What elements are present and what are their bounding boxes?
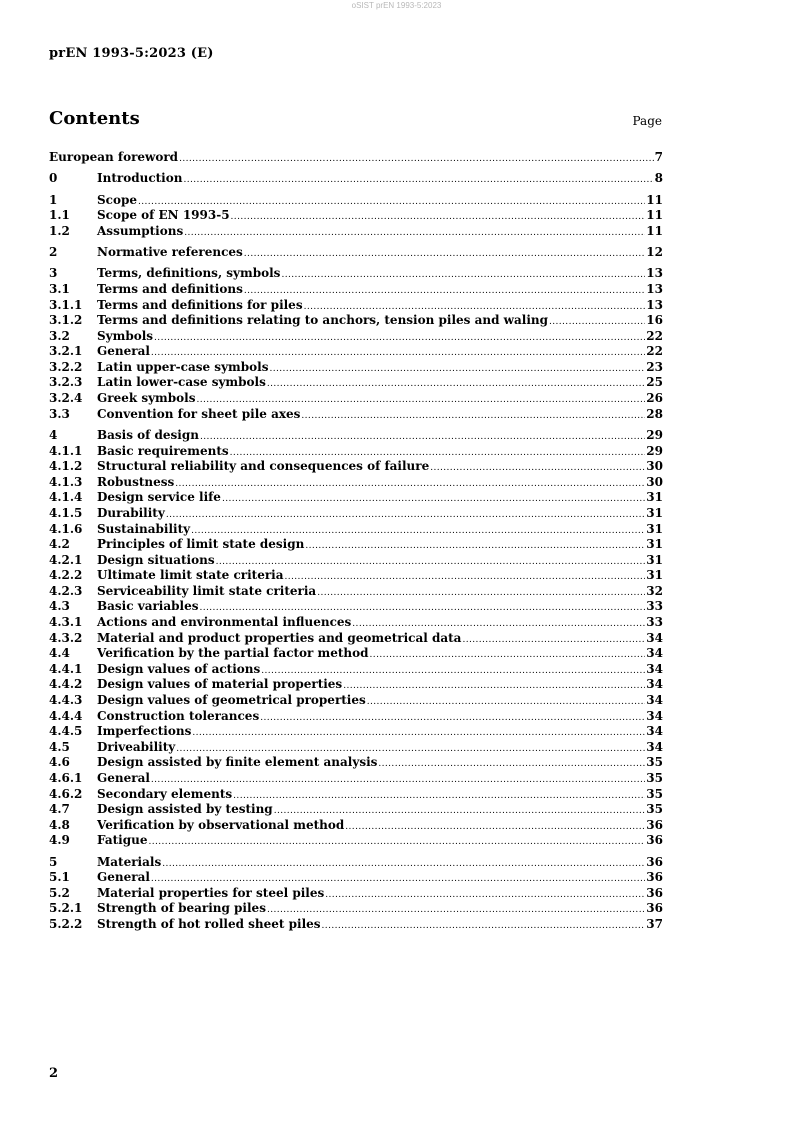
toc-leader-dots xyxy=(325,888,645,902)
toc-entry[interactable] xyxy=(49,901,663,917)
toc-leader-dots xyxy=(367,695,646,709)
toc-entry-title: General xyxy=(97,344,150,359)
toc-leader-dots xyxy=(281,268,645,282)
toc-entry[interactable] xyxy=(49,313,663,329)
toc-entry[interactable] xyxy=(49,646,663,662)
toc-entry-number: 4.1.3 xyxy=(49,474,83,489)
toc-entry-title: Design values of actions xyxy=(97,661,261,676)
toc-entry-title: Convention for sheet pile axes xyxy=(97,406,301,421)
toc-entry[interactable] xyxy=(49,360,663,376)
toc-entry-page: 13 xyxy=(646,297,663,312)
toc-entry-number: 1.2 xyxy=(49,223,70,238)
toc-leader-dots xyxy=(261,664,645,678)
toc-entry-page: 33 xyxy=(646,599,663,614)
toc-entry-title: Sustainability xyxy=(97,521,191,536)
toc-entry[interactable] xyxy=(49,802,663,818)
toc-leader-dots xyxy=(462,633,645,647)
toc-leader-dots xyxy=(200,430,645,444)
toc-entry-page: 34 xyxy=(646,630,663,645)
toc-entry[interactable] xyxy=(49,677,663,693)
toc-entry-number: 4.1.2 xyxy=(49,459,83,474)
toc-entry-number: 4.6 xyxy=(49,755,70,770)
toc-entry[interactable] xyxy=(49,444,663,460)
toc-entry-title: Introduction xyxy=(97,171,183,186)
toc-entry-page: 13 xyxy=(646,266,663,281)
toc-entry-title: Design values of geometrical properties xyxy=(97,693,366,708)
toc-entry[interactable] xyxy=(49,855,663,871)
toc-entry-title: Principles of limit state design xyxy=(97,537,305,552)
toc-entry-page: 25 xyxy=(646,375,663,390)
toc-leader-dots xyxy=(549,315,645,329)
toc-entry[interactable] xyxy=(49,245,663,261)
toc-leader-dots xyxy=(430,461,645,475)
toc-entry-number: 3.2.4 xyxy=(49,391,83,406)
toc-leader-dots xyxy=(192,726,645,740)
toc-entry-title: Construction tolerances xyxy=(97,708,260,723)
page-column-label: Page xyxy=(632,114,662,128)
toc-entry-page: 11 xyxy=(646,223,663,238)
toc-leader-dots xyxy=(244,247,646,261)
toc-leader-dots xyxy=(184,226,645,240)
toc-entry[interactable] xyxy=(49,171,663,187)
toc-entry-number: 4.2.2 xyxy=(49,568,83,583)
toc-entry[interactable] xyxy=(49,917,663,933)
toc-entry-title: Verification by the partial factor method xyxy=(97,646,369,661)
toc-entry[interactable] xyxy=(49,886,663,902)
toc-leader-dots xyxy=(176,742,645,756)
toc-entry-number: 4.7 xyxy=(49,802,70,817)
toc-leader-dots xyxy=(343,679,645,693)
toc-entry-page: 22 xyxy=(646,328,663,343)
toc-entry-title: Durability xyxy=(97,505,165,520)
toc-entry[interactable] xyxy=(49,568,663,584)
toc-entry-page: 31 xyxy=(646,505,663,520)
toc-entry-number: 0 xyxy=(49,171,58,186)
toc-leader-dots xyxy=(138,195,645,209)
toc-entry[interactable] xyxy=(49,522,663,538)
toc-entry[interactable] xyxy=(49,375,663,391)
toc-entry-number: 4.9 xyxy=(49,833,70,848)
document-id: prEN 1993-5:2023 (E) xyxy=(49,46,214,61)
toc-entry-title: Latin lower-case symbols xyxy=(97,375,266,390)
toc-entry-number: 4.4.1 xyxy=(49,661,83,676)
toc-entry-number: 4.2 xyxy=(49,537,70,552)
toc-leader-dots xyxy=(345,820,645,834)
toc-entry-title: Material properties for steel piles xyxy=(97,885,325,900)
toc-entry-number: 1.1 xyxy=(49,208,70,223)
toc-leader-dots xyxy=(378,757,645,771)
toc-entry-number: 4.3.2 xyxy=(49,630,83,645)
toc-entry-page: 29 xyxy=(646,427,663,442)
toc-entry-page: 35 xyxy=(646,755,663,770)
toc-entry-number: 4.2.1 xyxy=(49,552,83,567)
toc-entry-title: Strength of hot rolled sheet piles xyxy=(97,917,321,932)
toc-entry[interactable] xyxy=(49,475,663,491)
toc-entry-page: 33 xyxy=(646,615,663,630)
toc-entry-page: 34 xyxy=(646,646,663,661)
toc-entry[interactable] xyxy=(49,615,663,631)
toc-entry-page: 13 xyxy=(646,281,663,296)
toc-entry[interactable] xyxy=(49,537,663,553)
toc-entry-title: Terms, definitions, symbols xyxy=(97,266,281,281)
toc-entry[interactable] xyxy=(49,631,663,647)
toc-entry-page: 11 xyxy=(646,208,663,223)
toc-entry-number: 4.4.2 xyxy=(49,677,83,692)
toc-entry[interactable] xyxy=(49,553,663,569)
toc-entry[interactable] xyxy=(49,662,663,678)
toc-leader-dots xyxy=(231,210,646,224)
toc-entry-title: Material and product properties and geometrical data xyxy=(97,630,462,645)
toc-entry-number: 4.4.4 xyxy=(49,708,83,723)
toc-entry-title: General xyxy=(97,771,150,785)
toc-entry[interactable] xyxy=(49,344,663,360)
toc-entry-number: 3.1.1 xyxy=(49,297,83,312)
toc-entry-page: 23 xyxy=(646,359,663,374)
toc-entry-number: 5.1 xyxy=(49,870,70,885)
toc-entry-number: 3.1 xyxy=(49,281,70,296)
toc-entry[interactable] xyxy=(49,282,663,298)
toc-entry-page: 31 xyxy=(646,568,663,583)
toc-entry-number: 2 xyxy=(49,245,58,260)
toc-entry-number: 4.1.4 xyxy=(49,490,83,505)
toc-entry-title: Driveability xyxy=(97,739,176,754)
toc-entry-page: 7 xyxy=(654,150,663,164)
toc-entry-page: 22 xyxy=(646,344,663,359)
toc-entry-title: Robustness xyxy=(97,474,175,489)
toc-entry[interactable] xyxy=(49,298,663,314)
toc-entry[interactable] xyxy=(49,391,663,407)
toc-entry-title: Design assisted by finite element analysis xyxy=(97,755,378,770)
toc-leader-dots xyxy=(196,393,645,407)
toc-entry-title: Terms and definitions relating to anchors, tension piles and waling xyxy=(97,313,548,328)
toc-leader-dots xyxy=(222,492,645,506)
toc-leader-dots xyxy=(301,409,645,423)
toc-leader-dots xyxy=(260,711,645,725)
toc-entry-number: 4.3.1 xyxy=(49,615,83,630)
toc-leader-dots xyxy=(322,919,646,933)
toc-entry-page: 34 xyxy=(646,708,663,723)
toc-entry-number: 4.6.2 xyxy=(49,786,83,801)
toc-entry-page: 30 xyxy=(646,459,663,474)
toc-entry-title: Greek symbols xyxy=(97,391,196,406)
toc-entry-page: 31 xyxy=(646,552,663,567)
toc-entry-number: 4.4 xyxy=(49,646,70,661)
toc-entry-title: European foreword xyxy=(49,150,179,164)
toc-entry-title: Design service life xyxy=(97,490,221,505)
toc-entry-number: 3.1.2 xyxy=(49,313,83,328)
toc-entry-page: 26 xyxy=(646,391,663,406)
toc-entry-number: 3 xyxy=(49,266,58,281)
toc-entry[interactable] xyxy=(49,329,663,345)
toc-leader-dots xyxy=(233,789,645,803)
toc-entry-page: 28 xyxy=(646,406,663,421)
toc-entry[interactable] xyxy=(49,771,663,787)
toc-entry-title: Scope of EN 1993-5 xyxy=(97,208,230,223)
toc-entry-number: 5.2 xyxy=(49,885,70,900)
toc-entry[interactable] xyxy=(49,224,663,240)
toc-entry-title: Basic variables xyxy=(97,599,199,614)
toc-entry-title: Actions and environmental influences xyxy=(97,615,352,630)
toc-entry-page: 34 xyxy=(646,677,663,692)
toc-leader-dots xyxy=(267,377,645,391)
toc-entry-number: 3.2.3 xyxy=(49,375,83,390)
toc-entry-page: 34 xyxy=(646,724,663,739)
toc-leader-dots xyxy=(269,362,645,376)
toc-entry-title: Scope xyxy=(97,192,138,207)
toc-leader-dots xyxy=(199,601,645,615)
contents-heading: Contents xyxy=(49,108,140,129)
toc-entry-number: 3.2.1 xyxy=(49,344,83,359)
toc-entry[interactable] xyxy=(49,709,663,725)
toc-entry[interactable] xyxy=(49,740,663,756)
toc-entry-page: 36 xyxy=(646,885,663,900)
toc-entry-number: 4.4.5 xyxy=(49,724,83,739)
toc-entry-page: 37 xyxy=(646,917,663,932)
toc-entry-page: 29 xyxy=(646,443,663,458)
toc-entry-page: 34 xyxy=(646,661,663,676)
toc-entry-page: 31 xyxy=(646,521,663,536)
toc-entry[interactable] xyxy=(49,724,663,740)
toc-entry-number: 4.1.6 xyxy=(49,521,83,536)
toc-entry-title: Basis of design xyxy=(97,427,199,442)
toc-entry-page: 30 xyxy=(646,474,663,489)
toc-entry-title: Normative references xyxy=(97,245,243,260)
toc-entry-number: 4.2.3 xyxy=(49,583,83,598)
toc-entry-page: 36 xyxy=(646,817,663,832)
toc-leader-dots xyxy=(154,331,645,345)
toc-entry-page: 35 xyxy=(646,786,663,801)
toc-entry-number: 4.1.1 xyxy=(49,443,83,458)
toc-leader-dots xyxy=(183,173,653,187)
toc-entry-page: 36 xyxy=(646,901,663,916)
toc-leader-dots xyxy=(244,284,645,298)
toc-entry-page: 35 xyxy=(646,802,663,817)
toc-entry-title: Strength of bearing piles xyxy=(97,901,266,916)
toc-entry-page: 16 xyxy=(646,313,663,328)
toc-entry-title: Basic requirements xyxy=(97,443,229,458)
toc-entry-title: Design values of material properties xyxy=(97,677,343,692)
toc-entry-number: 3.2 xyxy=(49,328,70,343)
toc-leader-dots xyxy=(149,835,646,849)
toc-leader-dots xyxy=(175,477,645,491)
toc-entry-page: 35 xyxy=(646,771,663,785)
toc-entry-title: Materials xyxy=(97,854,162,869)
toc-entry-title: Structural reliability and consequences of failure xyxy=(97,459,430,474)
toc-entry-number: 4.8 xyxy=(49,817,70,832)
toc-leader-dots xyxy=(151,872,645,886)
toc-leader-dots xyxy=(352,617,645,631)
toc-entry[interactable] xyxy=(49,755,663,771)
toc-entry-title: General xyxy=(97,870,150,885)
toc-entry-title: Symbols xyxy=(97,328,154,343)
toc-entry-title: Secondary elements xyxy=(97,786,233,801)
toc-entry-title: Imperfections xyxy=(97,724,192,739)
toc-leader-dots xyxy=(285,570,646,584)
toc-entry-title: Verification by observational method xyxy=(97,817,345,832)
toc-entry-page: 34 xyxy=(646,739,663,754)
toc-entry-title: Fatigue xyxy=(97,833,148,848)
toc-entry[interactable] xyxy=(49,208,663,224)
table-of-contents xyxy=(49,150,663,933)
toc-entry-title: Ultimate limit state criteria xyxy=(97,568,284,583)
page-number: 2 xyxy=(49,1066,59,1081)
toc-entry-number: 3.3 xyxy=(49,406,70,421)
toc-entry-page: 11 xyxy=(646,192,663,207)
toc-leader-dots xyxy=(179,152,654,166)
toc-entry-title: Serviceability limit state criteria xyxy=(97,583,317,598)
toc-entry-title: Design situations xyxy=(97,552,215,567)
toc-entry-page: 34 xyxy=(646,693,663,708)
toc-entry[interactable] xyxy=(49,584,663,600)
toc-entry[interactable] xyxy=(49,833,663,849)
toc-entry-number: 5 xyxy=(49,854,58,869)
toc-leader-dots xyxy=(317,586,645,600)
toc-leader-dots xyxy=(267,903,645,917)
toc-entry-title: Terms and definitions xyxy=(97,281,243,296)
toc-leader-dots xyxy=(304,300,646,314)
toc-entry[interactable] xyxy=(49,266,663,282)
toc-entry-title: Design assisted by testing xyxy=(97,802,273,817)
toc-entry-page: 31 xyxy=(646,490,663,505)
toc-entry-title: Terms and definitions for piles xyxy=(97,297,303,312)
toc-leader-dots xyxy=(216,555,646,569)
toc-entry[interactable] xyxy=(49,459,663,475)
toc-entry-number: 1 xyxy=(49,192,58,207)
toc-entry[interactable] xyxy=(49,787,663,803)
toc-entry-title: Latin upper-case symbols xyxy=(97,359,269,374)
toc-entry-number: 4.6.1 xyxy=(49,771,83,785)
toc-entry[interactable] xyxy=(49,150,663,166)
toc-leader-dots xyxy=(370,648,646,662)
toc-entry-number: 5.2.2 xyxy=(49,917,83,932)
toc-entry[interactable] xyxy=(49,193,663,209)
toc-entry-number: 4 xyxy=(49,427,58,442)
toc-leader-dots xyxy=(305,539,645,553)
toc-leader-dots xyxy=(151,773,645,787)
toc-entry[interactable] xyxy=(49,818,663,834)
toc-entry[interactable] xyxy=(49,870,663,886)
toc-leader-dots xyxy=(162,857,645,871)
toc-entry[interactable] xyxy=(49,490,663,506)
toc-entry-number: 3.2.2 xyxy=(49,359,83,374)
toc-leader-dots xyxy=(151,346,645,360)
toc-entry[interactable] xyxy=(49,506,663,522)
toc-entry-page: 36 xyxy=(646,870,663,885)
toc-entry[interactable] xyxy=(49,693,663,709)
toc-entry-number: 5.2.1 xyxy=(49,901,83,916)
toc-entry-page: 36 xyxy=(646,833,663,848)
toc-entry-page: 12 xyxy=(646,245,663,260)
toc-entry-number: 4.4.3 xyxy=(49,693,83,708)
toc-entry-page: 8 xyxy=(654,171,663,186)
toc-entry-page: 32 xyxy=(646,583,663,598)
toc-entry-page: 36 xyxy=(646,854,663,869)
toc-entry[interactable] xyxy=(49,599,663,615)
toc-leader-dots xyxy=(191,524,645,538)
toc-entry-number: 4.5 xyxy=(49,739,70,754)
watermark: oSIST prEN 1993-5:2023 xyxy=(351,1,442,10)
toc-leader-dots xyxy=(230,446,646,460)
toc-entry[interactable] xyxy=(49,407,663,423)
toc-entry-title: Assumptions xyxy=(97,223,184,238)
toc-entry[interactable] xyxy=(49,428,663,444)
toc-entry-page: 31 xyxy=(646,537,663,552)
toc-leader-dots xyxy=(274,804,646,818)
toc-leader-dots xyxy=(166,508,645,522)
toc-entry-number: 4.1.5 xyxy=(49,505,83,520)
toc-entry-number: 4.3 xyxy=(49,599,70,614)
